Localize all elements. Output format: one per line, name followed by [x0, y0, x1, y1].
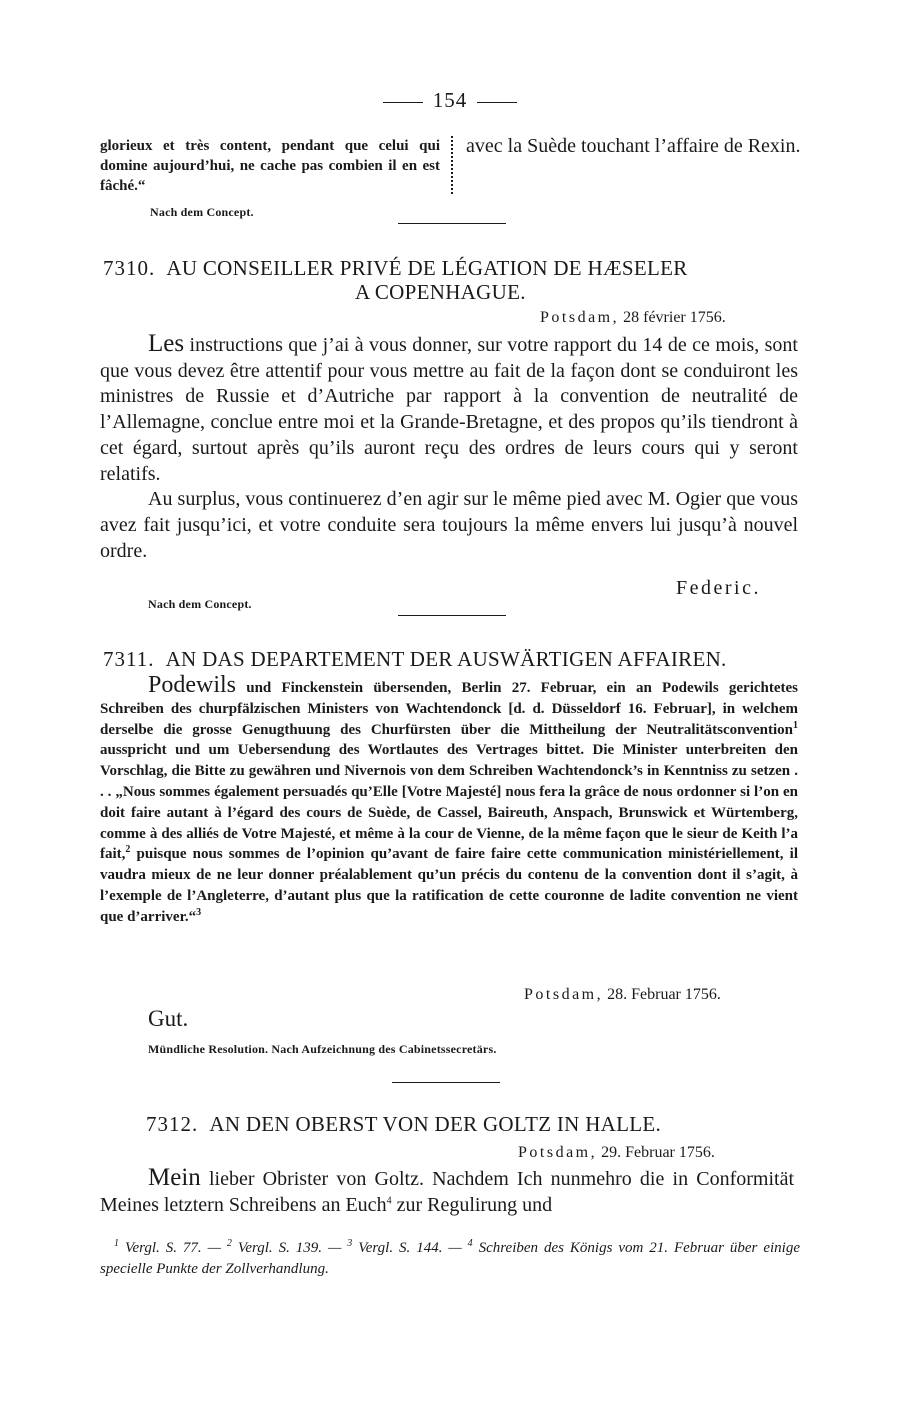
doc-7311-heading [103, 647, 727, 671]
doc-7310-heading-line1: AU CONSEILLER PRIVÉ DE LÉGATION DE HÆSELER [166, 256, 688, 280]
page-number: 154 [0, 88, 900, 113]
doc-7310-paragraph-2: Au surplus, vous continuerez d’en agir sur le même pied avec M. Ogier que vous avez fait jusqu’ici, et votre conduite sera toujours la même envers lui jusqu’à nouvel ordre. [100, 488, 798, 562]
column-divider [451, 136, 453, 194]
doc-7311-summary: Podewils und Finckenstein übersenden, Berlin 27. Februar, ein an Podewils gerichtetes Schreiben des churpfälzischen Ministers von Wachtendonck [d. d. Düsseldorf 16. Februar], in welchem derselbe die grosse Genugthuung des Churfürsten über die Mittheilung der Neutralitätsconvention$^1$ ausspricht und um Uebersendung des Wortlautes des Vertrages bittet. Die Minister unterbreiten den Vorschlag, die Bitte zu gewähren und Nivernois von dem Schreiben Wachtendonck’s in Kenntniss zu setzen . . . „Nous sommes également persuadés qu’Elle [Votre Majesté] nous fera la grâce de nous ordonner si l’on en doit faire autant à l’égard des cours de Suède, de Cassel, Baireuth, Anspach, Brunswick et Würtemberg, comme à des alliés de Votre Majesté, et même à la cour de Vienne, de la même façon que le sieur de Keith l’a fait,$^2$ puisque nous sommes de l’opinion qu’avant de faire faire cette communication ministériellement, il vaudra mieux de ne leur donner préalablement qu’un précis du contenu de la convention dont il s’agit, à l’exemple de l’Angleterre, d’autant plus que la ratification de cette couronne de ladite convention ne vient que d’arriver.“$^3$ [100, 672, 798, 925]
doc-7312-number: 7312. [146, 1112, 199, 1136]
footnote-ref-4: 4 [386, 1195, 392, 1207]
doc-7310-number: 7310. [103, 256, 156, 280]
source-note-7310: Nach dem Concept. [148, 597, 252, 611]
doc-7312-heading [146, 1112, 661, 1136]
section-rule [398, 223, 506, 224]
doc-7312-heading-text: AN DEN OBERST VON DER GOLTZ IN HALLE. [209, 1112, 662, 1136]
continuation-left-column: glorieux et très content, pendant que celui qui domine aujourd’hui, ne cache pas combien il en est fâché.“ [100, 138, 440, 194]
doc-7310-body [100, 331, 798, 564]
page-number-dash-right [477, 102, 517, 103]
doc-7310-paragraph-1: Les instructions que j’ai à vous donner, sur votre rapport du 14 de ce mois, sont que vous devez être attentif pour vous mettre au fait de la façon dont se conduiront les ministres de Russie et d’Autriche par rapport à la convention de neutralité de l’Allemagne, conclue entre moi et la Grande-Bretagne, et des propos qu’ils tiendront à cet égard, surtout après qu’ils auront reçu des ordres de leurs cours qui y seront relatifs. [100, 330, 798, 485]
doc-7310-signature: Federic. [676, 577, 761, 599]
doc-7310-heading [103, 256, 688, 280]
doc-7311-number: 7311. [103, 647, 155, 671]
source-note-continuation: Nach dem Concept. [150, 205, 254, 219]
doc-7310-heading-line2: A COPENHAGUE. [355, 280, 526, 304]
doc-7312-body: Mein lieber Obrister von Goltz. Nachdem Ich nunmehro die in Conformität Meines letztern Schreibens an Euch$^4$ zur Regulirung und [100, 1164, 794, 1216]
footnote-ref-3: 3 [196, 906, 202, 918]
page-number-dash-left [383, 102, 423, 103]
footnote-ref-1: 1 [793, 719, 798, 731]
doc-7310-date: Potsdam, 28 février 1756. [540, 309, 726, 326]
doc-7311-resolution: Gut. [148, 1006, 189, 1031]
doc-7311-date: Potsdam, 28. Februar 1756. [524, 986, 721, 1003]
section-rule [392, 1082, 500, 1083]
continuation-right-column: avec la Suède touchant l’affaire de Rexin. [466, 135, 801, 157]
section-rule [398, 615, 506, 616]
source-note-7311: Mündliche Resolution. Nach Aufzeichnung des Cabinetssecretärs. [148, 1042, 497, 1056]
footnotes: $^1$ Vergl. S. 77. — $^2$ Vergl. S. 139. — $^3$ Vergl. S. 144. — $^4$ Schreiben des Königs vom 21. Februar über einige specielle Punkte der Zollverhandlung. [100, 1238, 800, 1277]
doc-7312-date: Potsdam, 29. Februar 1756. [518, 1144, 715, 1161]
doc-7311-heading-text: AN DAS DEPARTEMENT DER AUSWÄRTIGEN AFFAIREN. [165, 647, 727, 671]
footnote-ref-2: 2 [125, 844, 131, 856]
